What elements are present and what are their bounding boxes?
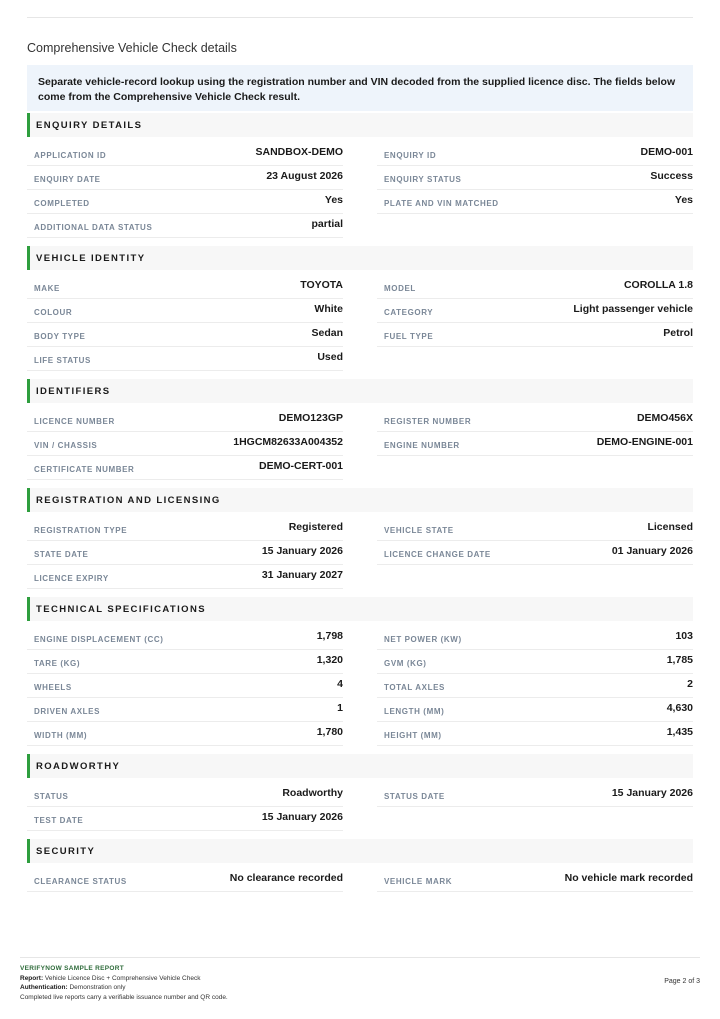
field-row — [27, 565, 343, 589]
field-label: ENQUIRY DATE — [34, 174, 101, 184]
field-value: 1,320 — [316, 654, 343, 666]
field-value: 1,780 — [316, 726, 343, 738]
field-row — [377, 674, 693, 698]
field-value: Sedan — [311, 327, 343, 339]
section-header-identifiers: IDENTIFIERS — [27, 379, 693, 403]
field-value: COROLLA 1.8 — [623, 279, 693, 291]
field-row — [27, 214, 343, 238]
field-row — [27, 868, 343, 892]
field-row — [27, 626, 343, 650]
section-fields-technical-specifications — [27, 621, 693, 746]
field-row — [27, 541, 343, 565]
field-row — [27, 408, 343, 432]
section-header-registration-and-licensing: REGISTRATION AND LICENSING — [27, 488, 693, 512]
field-row — [377, 142, 693, 166]
field-row — [377, 626, 693, 650]
field-row — [27, 323, 343, 347]
section-spacer — [27, 589, 693, 597]
section-spacer — [27, 371, 693, 379]
footer-report-value: Vehicle Licence Disc + Comprehensive Vehicle Check — [44, 974, 201, 982]
field-label: REGISTRATION TYPE — [34, 525, 128, 535]
section-fields-vehicle-identity — [27, 270, 693, 371]
field-row — [377, 432, 693, 456]
field-label: APPLICATION ID — [34, 150, 107, 160]
footer-report-label: Report: — [20, 974, 44, 982]
field-value: 103 — [675, 630, 693, 642]
field-value: White — [314, 303, 343, 315]
section-header-enquiry-details: ENQUIRY DETAILS — [27, 113, 693, 137]
field-label: PLATE AND VIN MATCHED — [384, 198, 499, 208]
field-value: 1 — [337, 702, 343, 714]
field-row — [27, 275, 343, 299]
field-row — [27, 432, 343, 456]
field-row — [377, 868, 693, 892]
field-value: Registered — [288, 521, 343, 533]
field-value: 1,435 — [666, 726, 693, 738]
field-row — [27, 698, 343, 722]
field-row — [377, 541, 693, 565]
field-label: NET POWER (KW) — [384, 634, 462, 644]
field-label: DRIVEN AXLES — [34, 706, 101, 716]
empty-field — [377, 807, 693, 831]
field-value: 15 January 2026 — [611, 787, 693, 799]
field-value: No clearance recorded — [229, 872, 343, 884]
field-label: FUEL TYPE — [384, 331, 434, 341]
section-fields-enquiry-details — [27, 137, 693, 238]
section-spacer — [27, 480, 693, 488]
footer — [20, 964, 228, 1002]
field-row — [27, 347, 343, 371]
empty-field — [377, 456, 693, 480]
field-row — [27, 722, 343, 746]
field-row — [27, 650, 343, 674]
field-label: ENGINE NUMBER — [384, 440, 460, 450]
field-value: Used — [317, 351, 343, 363]
field-value: 4,630 — [666, 702, 693, 714]
field-label: ADDITIONAL DATA STATUS — [34, 222, 153, 232]
field-row — [27, 517, 343, 541]
field-label: STATUS DATE — [384, 791, 445, 801]
section-fields-registration-and-licensing — [27, 512, 693, 589]
footer-auth-line — [20, 983, 228, 993]
field-label: VIN / CHASSIS — [34, 440, 98, 450]
field-label: STATUS — [34, 791, 69, 801]
section-header-technical-specifications: TECHNICAL SPECIFICATIONS — [27, 597, 693, 621]
footer-brand: VERIFYNOW SAMPLE REPORT — [20, 965, 125, 972]
top-divider — [27, 17, 693, 18]
field-row — [377, 698, 693, 722]
empty-field — [377, 214, 693, 238]
section-spacer — [27, 238, 693, 246]
field-row — [27, 190, 343, 214]
field-row — [377, 299, 693, 323]
field-label: CLEARANCE STATUS — [34, 876, 127, 886]
field-label: TARE (KG) — [34, 658, 81, 668]
field-row — [377, 517, 693, 541]
field-label: TOTAL AXLES — [384, 682, 445, 692]
field-label: MAKE — [34, 283, 60, 293]
field-row — [377, 408, 693, 432]
field-row — [27, 299, 343, 323]
field-label: ENQUIRY STATUS — [384, 174, 462, 184]
field-value: DEMO-ENGINE-001 — [596, 436, 693, 448]
field-value: Roadworthy — [282, 787, 343, 799]
field-label: VEHICLE STATE — [384, 525, 454, 535]
field-label: WHEELS — [34, 682, 72, 692]
field-label: MODEL — [384, 283, 416, 293]
field-row — [27, 783, 343, 807]
field-row — [27, 166, 343, 190]
field-label: VEHICLE MARK — [384, 876, 453, 886]
field-row — [27, 142, 343, 166]
field-value: DEMO-CERT-001 — [258, 460, 343, 472]
field-value: Yes — [324, 194, 343, 206]
footer-note: Completed live reports carry a verifiable issuance number and QR code. — [20, 993, 228, 1001]
field-row — [377, 323, 693, 347]
field-label: LENGTH (MM) — [384, 706, 445, 716]
field-value: 31 January 2027 — [261, 569, 343, 581]
field-label: ENQUIRY ID — [384, 150, 437, 160]
field-value: 01 January 2026 — [611, 545, 693, 557]
field-row — [27, 807, 343, 831]
field-label: WIDTH (MM) — [34, 730, 88, 740]
field-value: 2 — [687, 678, 693, 690]
field-label: CATEGORY — [384, 307, 434, 317]
section-fields-security — [27, 863, 693, 892]
footer-auth-value: Demonstration only — [69, 984, 126, 991]
field-label: CERTIFICATE NUMBER — [34, 464, 135, 474]
field-label: COLOUR — [34, 307, 73, 317]
empty-field — [377, 565, 693, 589]
section-fields-roadworthy — [27, 778, 693, 831]
field-row — [377, 275, 693, 299]
field-value: 1HGCM82633A004352 — [233, 436, 343, 448]
field-label: HEIGHT (MM) — [384, 730, 442, 740]
field-label: ENGINE DISPLACEMENT (CC) — [34, 634, 164, 644]
footer-divider — [20, 957, 700, 958]
field-value: 15 January 2026 — [261, 811, 343, 823]
field-value: TOYOTA — [300, 279, 343, 291]
field-label: LIFE STATUS — [34, 355, 91, 365]
field-value: Petrol — [663, 327, 693, 339]
field-label: BODY TYPE — [34, 331, 86, 341]
footer-auth-label: Authentication: — [20, 984, 68, 991]
field-row — [377, 783, 693, 807]
field-value: Licensed — [647, 521, 693, 533]
field-value: DEMO-001 — [640, 146, 693, 158]
field-value: 23 August 2026 — [266, 170, 343, 182]
field-row — [377, 166, 693, 190]
section-fields-identifiers — [27, 403, 693, 480]
field-value: 15 January 2026 — [261, 545, 343, 557]
field-value: No vehicle mark recorded — [564, 872, 693, 884]
footer-report-line — [20, 974, 228, 984]
field-row — [377, 190, 693, 214]
field-label: LICENCE NUMBER — [34, 416, 115, 426]
page-number: Page 2 of 3 — [664, 978, 700, 985]
section-header-vehicle-identity: VEHICLE IDENTITY — [27, 246, 693, 270]
field-value: DEMO123GP — [278, 412, 343, 424]
field-row — [377, 650, 693, 674]
section-header-roadworthy: ROADWORTHY — [27, 754, 693, 778]
empty-field — [377, 347, 693, 371]
field-label: COMPLETED — [34, 198, 90, 208]
field-value: DEMO456X — [636, 412, 693, 424]
field-value: Success — [650, 170, 693, 182]
field-value: SANDBOX-DEMO — [255, 146, 343, 158]
field-row — [27, 674, 343, 698]
intro-note: Separate vehicle-record lookup using the registration number and VIN decoded from the supplied licence disc. The fields below come from the Comprehensive Vehicle Check result. — [27, 65, 693, 111]
field-value: Yes — [674, 194, 693, 206]
field-row — [377, 722, 693, 746]
field-label: LICENCE EXPIRY — [34, 573, 109, 583]
section-header-security: SECURITY — [27, 839, 693, 863]
page-title: Comprehensive Vehicle Check details — [27, 41, 237, 55]
section-spacer — [27, 746, 693, 754]
field-label: STATE DATE — [34, 549, 89, 559]
field-value: 4 — [337, 678, 343, 690]
section-spacer — [27, 831, 693, 839]
field-label: TEST DATE — [34, 815, 84, 825]
field-value: 1,785 — [666, 654, 693, 666]
field-row — [27, 456, 343, 480]
field-label: REGISTER NUMBER — [384, 416, 472, 426]
field-value: partial — [311, 218, 343, 230]
field-value: 1,798 — [316, 630, 343, 642]
report-sections — [27, 113, 693, 892]
field-label: LICENCE CHANGE DATE — [384, 549, 491, 559]
field-value: Light passenger vehicle — [573, 303, 693, 315]
field-label: GVM (KG) — [384, 658, 427, 668]
